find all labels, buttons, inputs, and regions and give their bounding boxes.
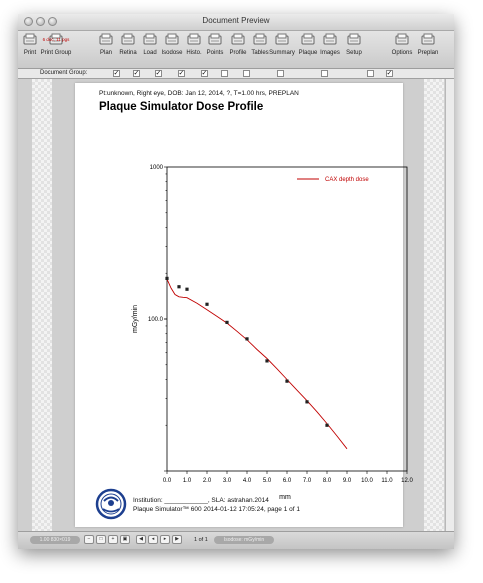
document-group-checkbox[interactable]: ✓ <box>155 70 162 77</box>
toolbar-button-label: Print Group <box>40 50 72 56</box>
measured-data-point <box>165 277 168 280</box>
y-tick-label: 1000 <box>149 165 163 171</box>
right-margin-pane <box>424 79 444 531</box>
toolbar-isodose-button[interactable] <box>160 33 184 67</box>
document-group-checkbox[interactable] <box>367 70 374 77</box>
document-group-bar <box>18 69 454 79</box>
document-group-checkbox[interactable]: ✓ <box>386 70 393 77</box>
document-preview-window <box>18 14 454 548</box>
preplan-icon <box>420 33 436 47</box>
eyephysics-logo <box>95 488 127 525</box>
zoom-fit-button[interactable]: □ <box>96 535 106 544</box>
load-icon <box>142 33 158 47</box>
x-tick-label: 0.0 <box>162 478 172 484</box>
toolbar-options-button[interactable] <box>389 33 415 67</box>
toolbar-print-group-button[interactable] <box>38 33 74 67</box>
software-version-line: Plaque Simulator™ 600 2014-01-12 17:05:24, page 1 of 1 <box>133 506 300 513</box>
isodose-icon <box>164 33 180 47</box>
x-tick-label: 1.0 <box>182 478 192 484</box>
printer-icon <box>22 33 38 47</box>
print-group-count: 6 doc, 11 pgs <box>42 37 70 42</box>
x-tick-label: 8.0 <box>322 478 332 484</box>
dose-profile-chart <box>75 83 413 527</box>
retina-icon <box>120 33 136 47</box>
toolbar-button-label: Images <box>320 50 340 56</box>
vertical-scrollbar[interactable] <box>445 79 454 531</box>
summary-icon <box>274 33 290 47</box>
series-line-cax-depth-dose <box>167 279 347 449</box>
toolbar-load-button[interactable] <box>140 33 160 67</box>
toolbar-retina-button[interactable] <box>118 33 138 67</box>
institution-line: Institution: ____________, SLA: astrahan.2014 <box>133 497 269 504</box>
status-bar <box>18 531 454 549</box>
page-title: Plaque Simulator Dose Profile <box>99 101 264 113</box>
document-group-checkbox[interactable]: ✓ <box>113 70 120 77</box>
toolbar-button-label: Tables <box>251 50 269 56</box>
y-tick-label: 100.0 <box>147 317 163 323</box>
x-tick-label: 5.0 <box>262 478 272 484</box>
document-group-checkbox[interactable]: ✓ <box>133 70 140 77</box>
toolbar-button-label: Isodose <box>161 50 183 56</box>
toolbar-button-label: Plan <box>99 50 112 56</box>
measured-data-point <box>205 303 208 306</box>
toolbar-images-button[interactable] <box>318 33 342 67</box>
toolbar-button-label: Options <box>391 50 413 56</box>
document-group-checkbox[interactable]: ✓ <box>178 70 185 77</box>
x-tick-label: 3.0 <box>222 478 232 484</box>
images-icon <box>322 33 338 47</box>
plan-icon <box>98 33 114 47</box>
legend-label: CAX depth dose <box>325 177 369 183</box>
previous-page-button[interactable]: ◂ <box>148 535 158 544</box>
measured-data-point <box>325 424 328 427</box>
page-indicator: 1 of 1 <box>194 537 208 543</box>
left-margin-pane <box>32 79 52 531</box>
toolbar-button-label: Profile <box>229 50 247 56</box>
x-tick-label: 10.0 <box>361 478 373 484</box>
toolbar-button-label: Print <box>23 50 37 56</box>
plaque-icon <box>300 33 316 47</box>
preview-canvas <box>18 79 454 531</box>
setup-icon <box>346 33 362 47</box>
last-page-button[interactable]: ▶ <box>172 535 182 544</box>
title-bar <box>18 14 454 31</box>
document-page <box>75 83 413 527</box>
document-group-checkbox[interactable] <box>243 70 250 77</box>
options-icon <box>394 33 410 47</box>
toolbar-preplan-button[interactable] <box>417 33 439 67</box>
measured-data-point <box>285 380 288 383</box>
toolbar-print-button[interactable] <box>20 33 40 67</box>
y-axis-label: mGy/min <box>132 305 139 333</box>
toolbar-button-label: Setup <box>346 50 362 56</box>
document-group-label: Document Group: <box>40 70 88 76</box>
x-tick-label: 2.0 <box>202 478 212 484</box>
toolbar-summary-button[interactable] <box>269 33 295 67</box>
document-group-checkbox[interactable] <box>221 70 228 77</box>
toolbar-profile-button[interactable] <box>227 33 249 67</box>
measured-data-point <box>177 285 180 288</box>
toolbar-setup-button[interactable] <box>343 33 365 67</box>
actual-size-button[interactable]: ▣ <box>120 535 130 544</box>
isodose-units-dropdown[interactable]: Isodose: mGy/min <box>214 536 274 544</box>
document-group-checkbox[interactable]: ✓ <box>201 70 208 77</box>
plot-frame <box>167 167 407 471</box>
histogram-icon <box>186 33 202 47</box>
eyephysics-logo-icon <box>95 488 127 520</box>
toolbar-button-label: Load <box>143 50 157 56</box>
toolbar-histo-button[interactable] <box>183 33 205 67</box>
x-tick-label: 6.0 <box>282 478 292 484</box>
toolbar-button-label: Preplan <box>417 50 439 56</box>
x-tick-label: 9.0 <box>342 478 352 484</box>
points-icon <box>207 33 223 47</box>
toolbar-plan-button[interactable] <box>96 33 116 67</box>
first-page-button[interactable]: ◀ <box>136 535 146 544</box>
tables-icon <box>252 33 268 47</box>
measured-data-point <box>225 321 228 324</box>
toolbar-button-label: Summary <box>269 50 295 56</box>
toolbar-button-label: Points <box>206 50 224 56</box>
toolbar-button-label: Retina <box>119 50 137 56</box>
zoom-out-button[interactable]: − <box>84 535 94 544</box>
document-group-checkbox[interactable] <box>277 70 284 77</box>
measured-data-point <box>265 359 268 362</box>
x-tick-label: 7.0 <box>302 478 312 484</box>
measured-data-point <box>185 288 188 291</box>
zoom-in-button[interactable]: + <box>108 535 118 544</box>
toolbar-points-button[interactable] <box>204 33 226 67</box>
toolbar-plaque-button[interactable] <box>297 33 319 67</box>
toolbar-button-label: Histo. <box>186 50 202 56</box>
next-page-button[interactable]: ▸ <box>160 535 170 544</box>
x-axis-label: mm <box>279 494 291 501</box>
x-tick-label: 12.0 <box>401 478 413 484</box>
window-title: Document Preview <box>202 16 270 25</box>
document-group-checkbox[interactable] <box>321 70 328 77</box>
profile-icon <box>230 33 246 47</box>
x-tick-label: 11.0 <box>381 478 393 484</box>
toolbar <box>18 31 454 69</box>
measured-data-point <box>305 400 308 403</box>
scale-field[interactable]: 1.00 830×019 <box>30 536 80 544</box>
toolbar-button-label: Plaque <box>298 50 318 56</box>
patient-info-line: Pt:unknown, Right eye, DOB: Jan 12, 2014, ?, T=1.00 hrs, PREPLAN <box>99 90 299 97</box>
toolbar-tables-button[interactable] <box>249 33 271 67</box>
measured-data-point <box>245 337 248 340</box>
x-tick-label: 4.0 <box>242 478 252 484</box>
